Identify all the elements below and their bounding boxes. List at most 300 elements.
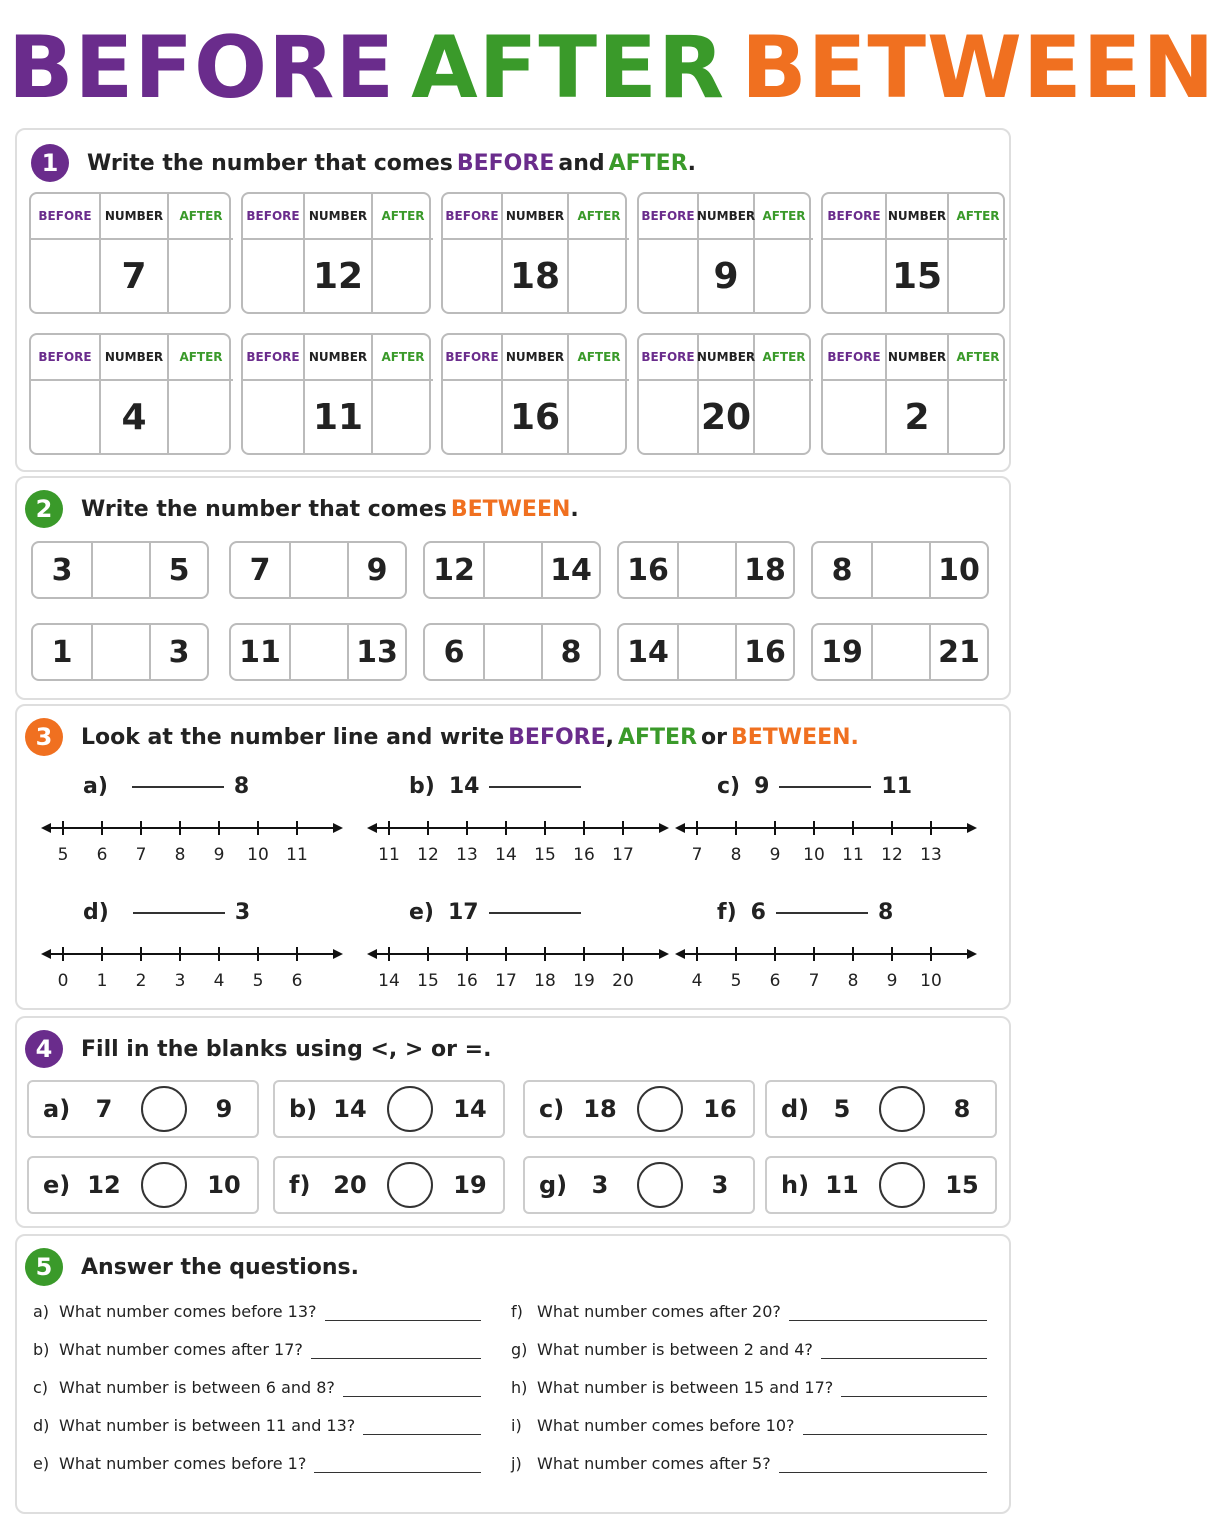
col-before-label: BEFORE [443, 335, 501, 381]
title-between: BETWEEN [741, 18, 1216, 118]
answer-blank[interactable] [133, 912, 225, 914]
tick-label: 9 [769, 845, 781, 865]
title-before: BEFORE [8, 18, 396, 118]
after-answer-cell[interactable] [373, 240, 433, 312]
compare-right-number: 3 [711, 1171, 729, 1199]
between-right-number: 8 [560, 634, 582, 670]
between-right-number: 14 [550, 552, 592, 588]
tick-label: 13 [920, 845, 942, 865]
question-text: What number is between 11 and 13? [59, 1416, 356, 1435]
after-answer-cell[interactable] [169, 240, 233, 312]
between-right-number: 18 [744, 552, 786, 588]
tick-label: 4 [213, 971, 225, 991]
compare-left-number: 12 [87, 1171, 121, 1199]
between-box [31, 541, 209, 599]
number-line-question [409, 900, 591, 925]
col-after-label: AFTER [755, 335, 813, 381]
question-row [33, 1416, 481, 1435]
between-box [617, 623, 795, 681]
before-answer-cell[interactable] [639, 381, 697, 453]
question-label: h) [511, 1378, 528, 1397]
section-before-after [15, 128, 1011, 472]
answer-blank[interactable] [132, 786, 224, 788]
section-3-kw-after: AFTER [618, 724, 698, 750]
before-answer-cell[interactable] [243, 381, 303, 453]
between-answer-cell[interactable] [871, 625, 931, 679]
compare-answer-circle[interactable] [879, 1162, 925, 1208]
question-label: e) [409, 900, 434, 925]
section-3-sep: , [605, 724, 614, 750]
tick-label: 6 [96, 845, 108, 865]
compare-left-number: 3 [591, 1171, 609, 1199]
col-before-label: BEFORE [243, 335, 303, 381]
number-line-question [83, 774, 249, 799]
question-label: d) [83, 900, 109, 925]
question-label: b) [409, 774, 435, 799]
tick-label: 13 [456, 845, 478, 865]
tick-label: 8 [730, 845, 742, 865]
tick-label: 7 [691, 845, 703, 865]
before-answer-cell[interactable] [823, 240, 885, 312]
section-4-text: Fill in the blanks using <, > or =. [81, 1036, 492, 1062]
arrow-left-icon [367, 949, 377, 959]
tick-label: 16 [456, 971, 478, 991]
before-after-box [821, 333, 1005, 455]
tick-label: 8 [174, 845, 186, 865]
compare-left-number: 20 [333, 1171, 367, 1199]
number-line-question [717, 774, 912, 799]
question-label: f) [717, 900, 737, 925]
tick-label: 17 [495, 971, 517, 991]
tick-label: 9 [886, 971, 898, 991]
tick-label: 5 [252, 971, 264, 991]
col-after-label: AFTER [373, 335, 433, 381]
before-answer-cell[interactable] [243, 240, 303, 312]
tick-label: 9 [213, 845, 225, 865]
before-after-box [441, 333, 627, 455]
col-number-label: NUMBER [303, 194, 373, 240]
between-box [423, 623, 601, 681]
question-text: What number is between 2 and 4? [537, 1340, 813, 1359]
question-text: What number comes before 13? [59, 1302, 317, 1321]
tick-label: 17 [612, 845, 634, 865]
tick-label: 8 [847, 971, 859, 991]
question-text: What number is between 6 and 8? [59, 1378, 335, 1397]
question-row [33, 1302, 481, 1321]
compare-answer-circle[interactable] [387, 1162, 433, 1208]
col-number-label: NUMBER [501, 194, 569, 240]
after-answer-cell[interactable] [373, 381, 433, 453]
title-after: AFTER [411, 18, 726, 118]
compare-box [765, 1080, 997, 1138]
between-left-number: 6 [443, 634, 465, 670]
before-answer-cell[interactable] [443, 381, 501, 453]
answer-line[interactable] [779, 1459, 987, 1473]
section-3-kw-before: BEFORE [508, 724, 606, 750]
tick-label: 2 [135, 971, 147, 991]
answer-line[interactable] [841, 1383, 987, 1397]
question-label: b) [33, 1340, 50, 1359]
col-before-label: BEFORE [443, 194, 501, 240]
compare-right-number: 16 [703, 1095, 737, 1123]
answer-line[interactable] [363, 1421, 481, 1435]
between-box [811, 541, 989, 599]
compare-label: c) [539, 1095, 565, 1123]
section-5-badge: 5 [25, 1248, 63, 1286]
between-left-number: 16 [627, 552, 669, 588]
tick-label: 12 [417, 845, 439, 865]
tick-label: 0 [57, 971, 69, 991]
section-questions [15, 1234, 1011, 1514]
section-4-badge: 4 [25, 1030, 63, 1068]
col-before-label: BEFORE [823, 335, 885, 381]
compare-box [27, 1080, 259, 1138]
arrow-left-icon [41, 949, 51, 959]
between-right-number: 13 [356, 634, 398, 670]
tick-label: 16 [573, 845, 595, 865]
compare-label: d) [781, 1095, 810, 1123]
arrow-right-icon [333, 823, 343, 833]
col-before-label: BEFORE [823, 194, 885, 240]
before-answer-cell[interactable] [31, 240, 99, 312]
compare-answer-circle[interactable] [141, 1162, 187, 1208]
question-row [33, 1454, 481, 1473]
compare-box [765, 1156, 997, 1214]
col-after-label: AFTER [169, 194, 233, 240]
tick-label: 11 [286, 845, 308, 865]
tick-label: 6 [291, 971, 303, 991]
before-after-box [637, 333, 811, 455]
answer-blank[interactable] [489, 786, 581, 788]
compare-answer-circle[interactable] [387, 1086, 433, 1132]
question-text: What number comes after 20? [537, 1302, 781, 1321]
question-row [33, 1378, 481, 1397]
tick-label: 4 [691, 971, 703, 991]
compare-label: b) [289, 1095, 318, 1123]
compare-answer-circle[interactable] [879, 1086, 925, 1132]
answer-line[interactable] [821, 1345, 987, 1359]
section-3-text: Look at the number line and write [81, 724, 505, 750]
tick-label: 3 [174, 971, 186, 991]
between-answer-cell[interactable] [483, 543, 543, 597]
number-line [365, 942, 675, 998]
between-box [617, 541, 795, 599]
number-line-question [717, 900, 893, 925]
number-line [39, 942, 349, 998]
compare-box [523, 1080, 755, 1138]
between-answer-cell[interactable] [91, 543, 151, 597]
between-right-number: 10 [938, 552, 980, 588]
before-after-box [441, 192, 627, 314]
compare-left-number: 7 [95, 1095, 113, 1123]
between-left-number: 14 [627, 634, 669, 670]
given-number: 15 [885, 240, 949, 312]
question-row [511, 1340, 987, 1359]
question-label: i) [511, 1416, 522, 1435]
after-answer-cell[interactable] [755, 240, 813, 312]
between-answer-cell[interactable] [871, 543, 931, 597]
between-answer-cell[interactable] [677, 543, 737, 597]
number-line [365, 816, 675, 872]
after-answer-cell[interactable] [569, 381, 629, 453]
arrow-left-icon [675, 823, 685, 833]
answer-line[interactable] [314, 1459, 481, 1473]
col-after-label: AFTER [569, 194, 629, 240]
between-box [31, 623, 209, 681]
tick-label: 1 [96, 971, 108, 991]
tick-label: 18 [534, 971, 556, 991]
compare-answer-circle[interactable] [637, 1162, 683, 1208]
answer-blank[interactable] [776, 912, 868, 914]
compare-left-number: 5 [833, 1095, 851, 1123]
section-1-and: and [558, 150, 605, 176]
arrow-left-icon [675, 949, 685, 959]
number-line [39, 816, 349, 872]
compare-box [27, 1156, 259, 1214]
question-text: What number is between 15 and 17? [537, 1378, 834, 1397]
given-number: 7 [99, 240, 169, 312]
arrow-right-icon [967, 949, 977, 959]
before-answer-cell[interactable] [639, 240, 697, 312]
after-answer-cell[interactable] [949, 240, 1007, 312]
before-after-box [29, 192, 231, 314]
question-row [511, 1416, 987, 1435]
between-left-number: 7 [249, 552, 271, 588]
question-label: a) [33, 1302, 50, 1321]
before-answer-cell[interactable] [823, 381, 885, 453]
section-1-text: Write the number that comes [87, 150, 453, 176]
compare-left-number: 18 [583, 1095, 617, 1123]
given-number: 4 [99, 381, 169, 453]
between-answer-cell[interactable] [677, 625, 737, 679]
col-number-label: NUMBER [99, 335, 169, 381]
answer-blank[interactable] [489, 912, 581, 914]
given-right-number: 3 [234, 900, 251, 925]
tick-label: 5 [730, 971, 742, 991]
tick-label: 12 [881, 845, 903, 865]
question-label: d) [33, 1416, 50, 1435]
between-answer-cell[interactable] [289, 625, 349, 679]
col-before-label: BEFORE [31, 194, 99, 240]
compare-right-number: 15 [945, 1171, 979, 1199]
between-left-number: 3 [51, 552, 73, 588]
before-after-box [637, 192, 811, 314]
tick-label: 19 [573, 971, 595, 991]
question-label: c) [33, 1378, 49, 1397]
question-label: a) [83, 774, 108, 799]
question-text: What number comes after 17? [59, 1340, 303, 1359]
question-row [33, 1340, 481, 1359]
section-3-badge: 3 [25, 718, 63, 756]
before-after-box [241, 333, 431, 455]
number-line-question [83, 900, 250, 925]
col-before-label: BEFORE [639, 194, 697, 240]
col-before-label: BEFORE [243, 194, 303, 240]
given-left-number: 17 [447, 900, 479, 925]
question-label: e) [33, 1454, 50, 1473]
arrow-right-icon [333, 949, 343, 959]
between-answer-cell[interactable] [91, 625, 151, 679]
given-right-number: 11 [881, 774, 913, 799]
question-label: f) [511, 1302, 523, 1321]
compare-left-number: 11 [825, 1171, 859, 1199]
compare-box [523, 1156, 755, 1214]
tick-label: 5 [57, 845, 69, 865]
section-1-kw-before: BEFORE [456, 150, 555, 176]
question-text: What number comes before 10? [537, 1416, 795, 1435]
arrow-right-icon [659, 823, 669, 833]
col-number-label: NUMBER [885, 335, 949, 381]
between-answer-cell[interactable] [483, 625, 543, 679]
tick-label: 14 [378, 971, 400, 991]
answer-line[interactable] [789, 1307, 987, 1321]
compare-answer-circle[interactable] [637, 1086, 683, 1132]
after-answer-cell[interactable] [755, 381, 813, 453]
compare-right-number: 14 [453, 1095, 487, 1123]
tick-label: 14 [495, 845, 517, 865]
section-3-or: or [701, 724, 727, 750]
tick-label: 10 [247, 845, 269, 865]
before-after-box [821, 192, 1005, 314]
col-after-label: AFTER [373, 194, 433, 240]
col-after-label: AFTER [755, 194, 813, 240]
col-number-label: NUMBER [501, 335, 569, 381]
compare-answer-circle[interactable] [141, 1086, 187, 1132]
after-answer-cell[interactable] [569, 240, 629, 312]
compare-right-number: 8 [953, 1095, 971, 1123]
answer-blank[interactable] [779, 786, 871, 788]
tick-label: 11 [378, 845, 400, 865]
section-between [15, 476, 1011, 700]
question-text: What number comes after 5? [537, 1454, 771, 1473]
compare-label: h) [781, 1171, 810, 1199]
section-compare [15, 1016, 1011, 1228]
between-left-number: 19 [821, 634, 863, 670]
given-number: 12 [303, 240, 373, 312]
section-5-heading [25, 1248, 359, 1286]
before-answer-cell[interactable] [31, 381, 99, 453]
page-title [0, 18, 1216, 118]
section-number-line [15, 704, 1011, 1010]
given-number: 20 [697, 381, 755, 453]
after-answer-cell[interactable] [169, 381, 233, 453]
section-1-heading [31, 144, 696, 182]
col-after-label: AFTER [169, 335, 233, 381]
section-3-kw-between: BETWEEN. [731, 724, 859, 750]
compare-box [273, 1080, 505, 1138]
col-before-label: BEFORE [639, 335, 697, 381]
number-line [673, 942, 983, 998]
answer-line[interactable] [343, 1383, 481, 1397]
col-before-label: BEFORE [31, 335, 99, 381]
answer-line[interactable] [803, 1421, 987, 1435]
tick-label: 6 [769, 971, 781, 991]
arrow-right-icon [659, 949, 669, 959]
given-number: 16 [501, 381, 569, 453]
question-row [511, 1302, 987, 1321]
answer-line[interactable] [311, 1345, 481, 1359]
compare-label: a) [43, 1095, 71, 1123]
col-number-label: NUMBER [697, 335, 755, 381]
arrow-left-icon [367, 823, 377, 833]
col-after-label: AFTER [569, 335, 629, 381]
between-right-number: 16 [744, 634, 786, 670]
section-2-badge: 2 [25, 490, 63, 528]
after-answer-cell[interactable] [949, 381, 1007, 453]
compare-right-number: 10 [207, 1171, 241, 1199]
compare-right-number: 9 [215, 1095, 233, 1123]
between-box [423, 541, 601, 599]
between-left-number: 11 [239, 634, 281, 670]
section-3-heading [25, 718, 863, 756]
tick-label: 15 [534, 845, 556, 865]
number-line [673, 816, 983, 872]
tick-label: 20 [612, 971, 634, 991]
number-line-question [409, 774, 591, 799]
given-number: 9 [697, 240, 755, 312]
given-number: 18 [501, 240, 569, 312]
question-row [511, 1454, 987, 1473]
arrow-left-icon [41, 823, 51, 833]
given-right-number: 8 [877, 900, 894, 925]
compare-box [273, 1156, 505, 1214]
answer-line[interactable] [325, 1307, 481, 1321]
section-2-dot: . [570, 496, 579, 522]
section-4-heading [25, 1030, 491, 1068]
col-number-label: NUMBER [697, 194, 755, 240]
compare-label: f) [289, 1171, 311, 1199]
section-1-dot: . [687, 150, 697, 176]
col-after-label: AFTER [949, 194, 1007, 240]
compare-right-number: 19 [453, 1171, 487, 1199]
col-number-label: NUMBER [303, 335, 373, 381]
given-left-number: 6 [750, 900, 766, 925]
col-number-label: NUMBER [99, 194, 169, 240]
col-number-label: NUMBER [885, 194, 949, 240]
tick-label: 7 [808, 971, 820, 991]
between-right-number: 9 [366, 552, 388, 588]
before-answer-cell[interactable] [443, 240, 501, 312]
section-2-heading [25, 490, 579, 528]
tick-label: 15 [417, 971, 439, 991]
given-number: 2 [885, 381, 949, 453]
between-answer-cell[interactable] [289, 543, 349, 597]
given-right-number: 8 [233, 774, 250, 799]
between-box [811, 623, 989, 681]
compare-left-number: 14 [333, 1095, 367, 1123]
before-after-box [29, 333, 231, 455]
given-left-number: 14 [448, 774, 480, 799]
tick-label: 11 [842, 845, 864, 865]
between-box [229, 541, 407, 599]
between-left-number: 1 [51, 634, 73, 670]
section-2-kw-between: BETWEEN [450, 496, 571, 522]
section-1-kw-after: AFTER [608, 150, 688, 176]
between-right-number: 21 [938, 634, 980, 670]
before-after-box [241, 192, 431, 314]
given-number: 11 [303, 381, 373, 453]
tick-label: 10 [803, 845, 825, 865]
between-left-number: 12 [433, 552, 475, 588]
question-text: What number comes before 1? [59, 1454, 307, 1473]
section-1-badge: 1 [31, 144, 69, 182]
between-right-number: 5 [168, 552, 190, 588]
question-row [511, 1378, 987, 1397]
question-label: g) [511, 1340, 528, 1359]
tick-label: 7 [135, 845, 147, 865]
given-left-number: 9 [754, 774, 770, 799]
between-right-number: 3 [168, 634, 190, 670]
